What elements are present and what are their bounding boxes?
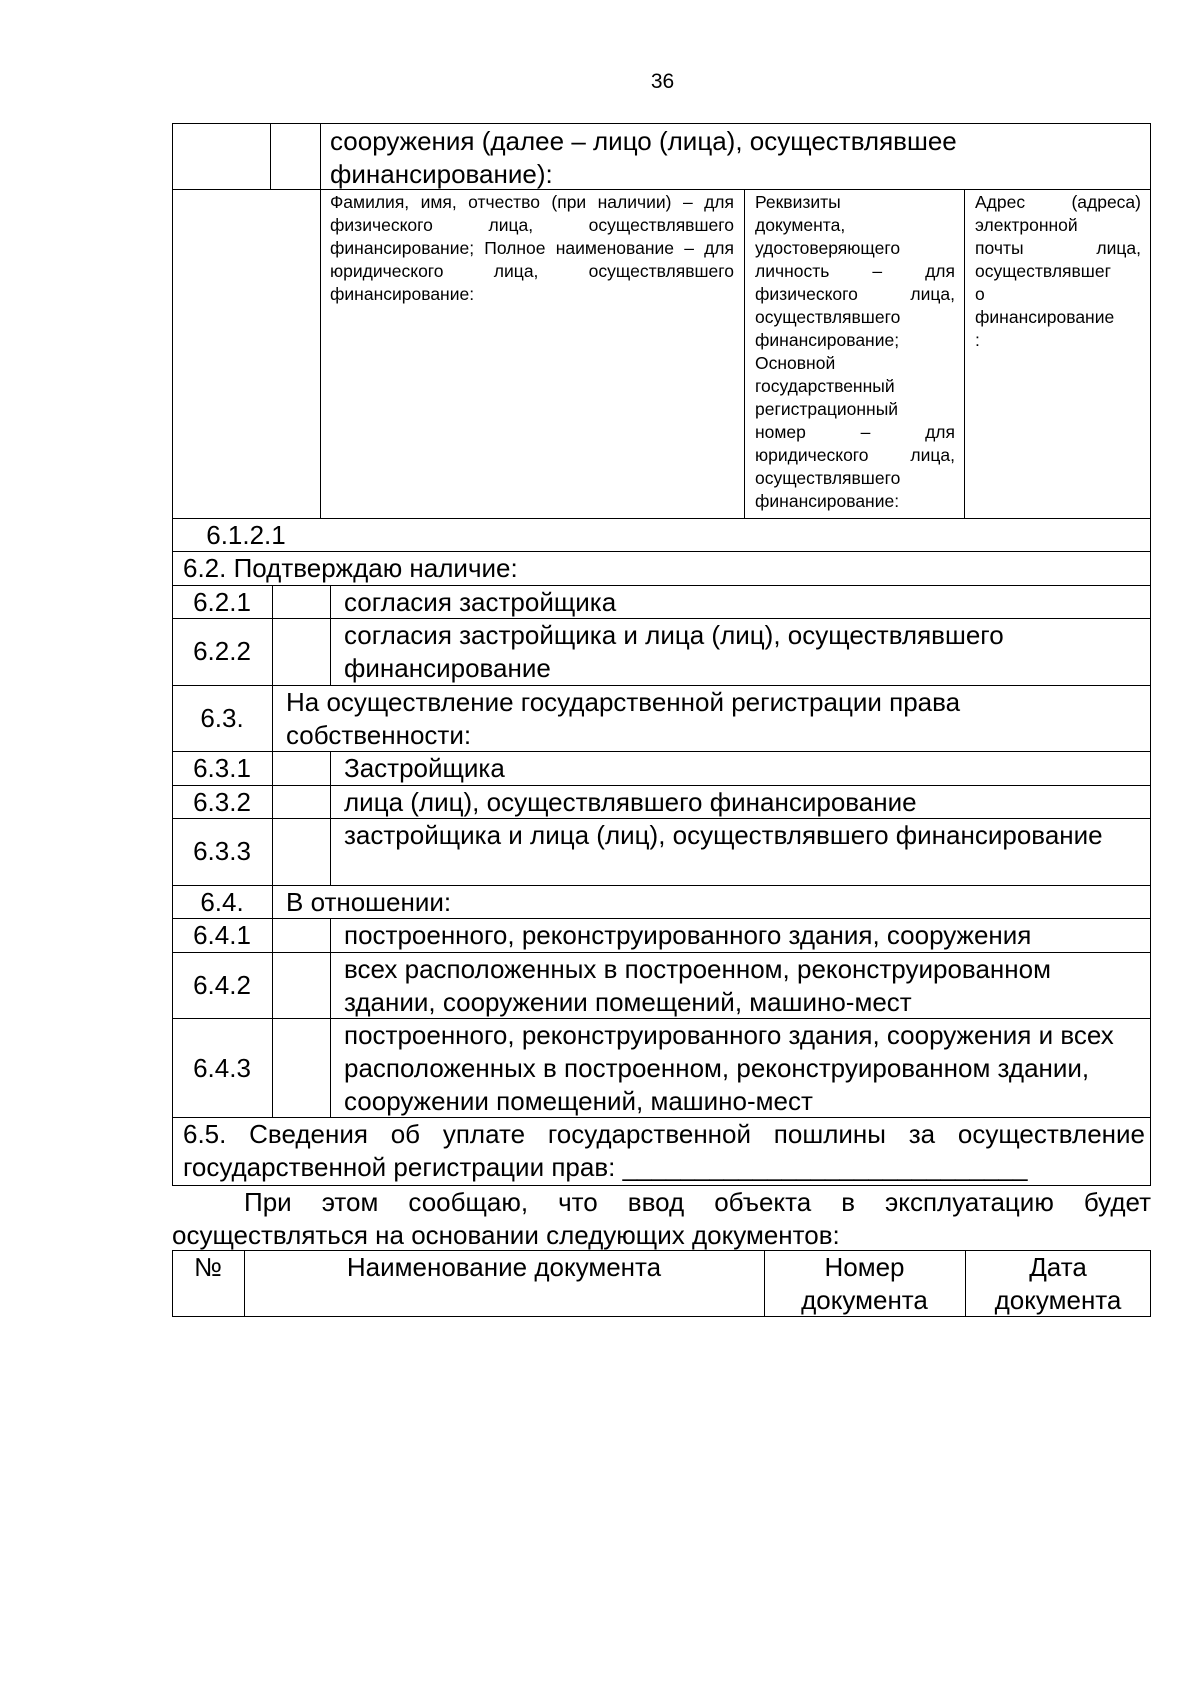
row-text-6-3-2: лица (лиц), осуществлявшего финансирование [344, 787, 917, 817]
column-header-document-date: Дата документа [994, 1252, 1122, 1315]
row-number-6-3-3: 6.3.3 [193, 836, 251, 866]
section-6-2-title: 6.2. Подтверждаю наличие: [183, 553, 518, 583]
financier-name-cell[interactable] [322, 520, 742, 550]
header-full-name: Фамилия, имя, отчество (при наличии) – для физического лица, осуществлявшего финансирование; Полное наименование – для юридического лица, осуществлявшего финансирование: [330, 192, 734, 304]
column-header-document-name: Наименование документа [346, 1252, 662, 1282]
row-text-6-3-3: застройщика и лица (лиц), осуществлявшего финансирование [344, 820, 1103, 850]
checkbox-6-3-3[interactable] [274, 820, 329, 884]
row-number-6-3-1: 6.3.1 [193, 753, 251, 783]
row-text-6-4-2: всех расположенных в построенном, реконструированном здании, сооружении помещений, машино-мест [344, 954, 1051, 1017]
header-document-details: Реквизиты документа, удостоверяющего личность – для физического лица, осуществлявшего финансирование; Основной государственный регистрационный номер – для юридического лица, осуществлявшего финансирование: [755, 192, 955, 511]
checkbox-6-4-1[interactable] [274, 920, 329, 950]
row-number-6-2-1: 6.2.1 [193, 587, 251, 617]
commissioning-paragraph: При этом сообщаю, что ввод объекта в эксплуатацию будет осуществляться на основании следующих документов: [172, 1187, 1151, 1250]
financing-party-intro: сооружения (далее – лицо (лица), осуществлявшее финансирование): [330, 126, 957, 189]
checkbox-6-2-2[interactable] [274, 620, 329, 684]
section-6-5 [183, 1118, 1145, 1184]
row-number-6-4-2: 6.4.2 [193, 970, 251, 1000]
row-number-6-1-2-1: 6.1.2.1 [206, 520, 286, 550]
row-number-6-3-2: 6.3.2 [193, 787, 251, 817]
header-email: Адрес (адреса) электронной почты лица, осуществлявшег о финансирование : [975, 192, 1141, 350]
row-number-6-3: 6.3. [200, 703, 244, 733]
row-text-6-4-1: построенного, реконструированного здания, сооружения [344, 920, 1032, 950]
financier-email-cell[interactable] [966, 520, 1149, 550]
financier-document-cell[interactable] [746, 520, 962, 550]
row-text-6-2-1: согласия застройщика [344, 587, 617, 617]
column-header-number-sign: № [194, 1252, 222, 1282]
section-6-5-line-1: 6.5. Сведения об уплате государственной пошлины за осуществление [183, 1119, 1145, 1149]
row-number-6-4-1: 6.4.1 [193, 920, 251, 950]
row-number-6-2-2: 6.2.2 [193, 636, 251, 666]
page-number: 36 [650, 70, 675, 93]
checkbox-6-2-1[interactable] [274, 587, 329, 617]
row-text-6-4: В отношении: [286, 887, 452, 917]
row-text-6-4-3: построенного, реконструированного здания, сооружения и всех расположенных в построенном, реконструированном здании, сооружении помещений, машино-мест [344, 1020, 1114, 1116]
row-text-6-3: На осуществление государственной регистрации права собственности: [286, 687, 961, 750]
row-number-6-4: 6.4. [200, 887, 244, 917]
checkbox-6-3-1[interactable] [274, 753, 329, 783]
checkbox-6-4-3[interactable] [274, 1020, 329, 1116]
checkbox-6-4-2[interactable] [274, 954, 329, 1017]
row-text-6-2-2: согласия застройщика и лица (лиц), осуществлявшего финансирование [344, 620, 1004, 683]
column-header-document-number: Номер документа [801, 1252, 928, 1315]
row-text-6-3-1: Застройщика [344, 753, 505, 783]
checkbox-6-3-2[interactable] [274, 787, 329, 817]
state-fee-field[interactable]: государственной регистрации прав: ____________________________ [183, 1152, 1028, 1182]
row-number-6-4-3: 6.4.3 [193, 1053, 251, 1083]
